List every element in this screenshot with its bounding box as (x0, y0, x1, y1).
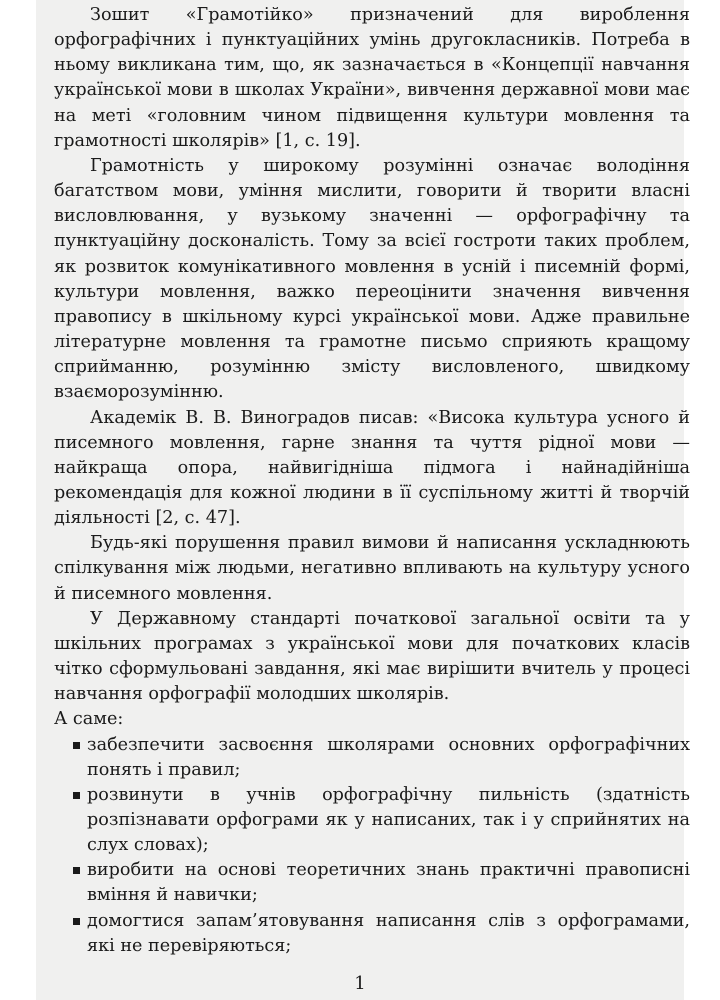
list-intro: А саме: (54, 709, 124, 730)
list-item-text: виробити на основі теоретичних знань практичні правописні вміння й навички; (87, 860, 690, 906)
paragraph-3: Академік В. В. Виноградов писав: «Висока культура усного й писемного мовлення, гарне знання та чуття рідної мови — найкраща опора, найвигідніша підмога і найнадійніша рекомендація для кожної людини в її суспільному житті й творчій діяльності [2, с. 47]. (54, 407, 690, 529)
list-item (54, 858, 690, 908)
list-item (54, 733, 690, 783)
task-list (54, 733, 690, 959)
paragraph-1: Зошит «Грамотійко» призначений для вироблення орфографічних і пунктуаційних умінь другокласників. Потреба в ньому викликана тим, що, як зазначається в «Концепції навчання української мови в школах України», вивчення державної мови має на меті «головним чином підвищення культури мовлення та грамотності школярів» [1, с. 19]. (54, 5, 690, 151)
paragraph-2: Грамотність у широкому розумінні означає володіння багатством мови, уміння мислити, говорити й творити власні висловлювання, у вузькому значенні — орфографічну та пунктуаційну досконалість. Тому за всієї гостроти таких проблем, як розвиток комунікативного мовлення в усній і писемній формі, культури мовлення, важко переоцінити значення вивчення правопису в шкільному курсі української мови. Адже правильне літературне мовлення та грамотне письмо сприяють кращому сприйманню, розумінню змісту висловленого, швидкому взаєморозумінню. (54, 155, 690, 403)
page-number: 1 (354, 973, 366, 994)
list-item-text: забезпечити засвоєння школярами основних орфографічних понять і правил; (87, 734, 690, 780)
square-bullet-icon (73, 867, 80, 874)
list-item (54, 783, 690, 858)
paragraph-4: Будь-які порушення правил вимови й написання ускладнюють спілкування між людьми, негативно впливають на культуру усного й писемного мовлення. (54, 533, 690, 604)
body-text (54, 3, 690, 959)
list-item (54, 909, 690, 959)
paragraph-5: У Державному стандарті початкової загальної освіти та у шкільних програмах з української мови для початкових класів чітко сформульовані завдання, які має вирішити вчитель у процесі навчання орфографії молодших школярів. (54, 608, 690, 705)
square-bullet-icon (73, 792, 80, 799)
list-item-text: домогтися запам’ятовування написання слів з орфограмами, які не перевіряються; (87, 910, 690, 956)
square-bullet-icon (73, 918, 80, 925)
document-page (36, 0, 690, 1000)
list-item-text: розвинути в учнів орфографічну пильність (здатність розпізнавати орфограми як у написаних, так і у сприйнятих на слух словах); (87, 784, 690, 856)
square-bullet-icon (73, 742, 80, 749)
